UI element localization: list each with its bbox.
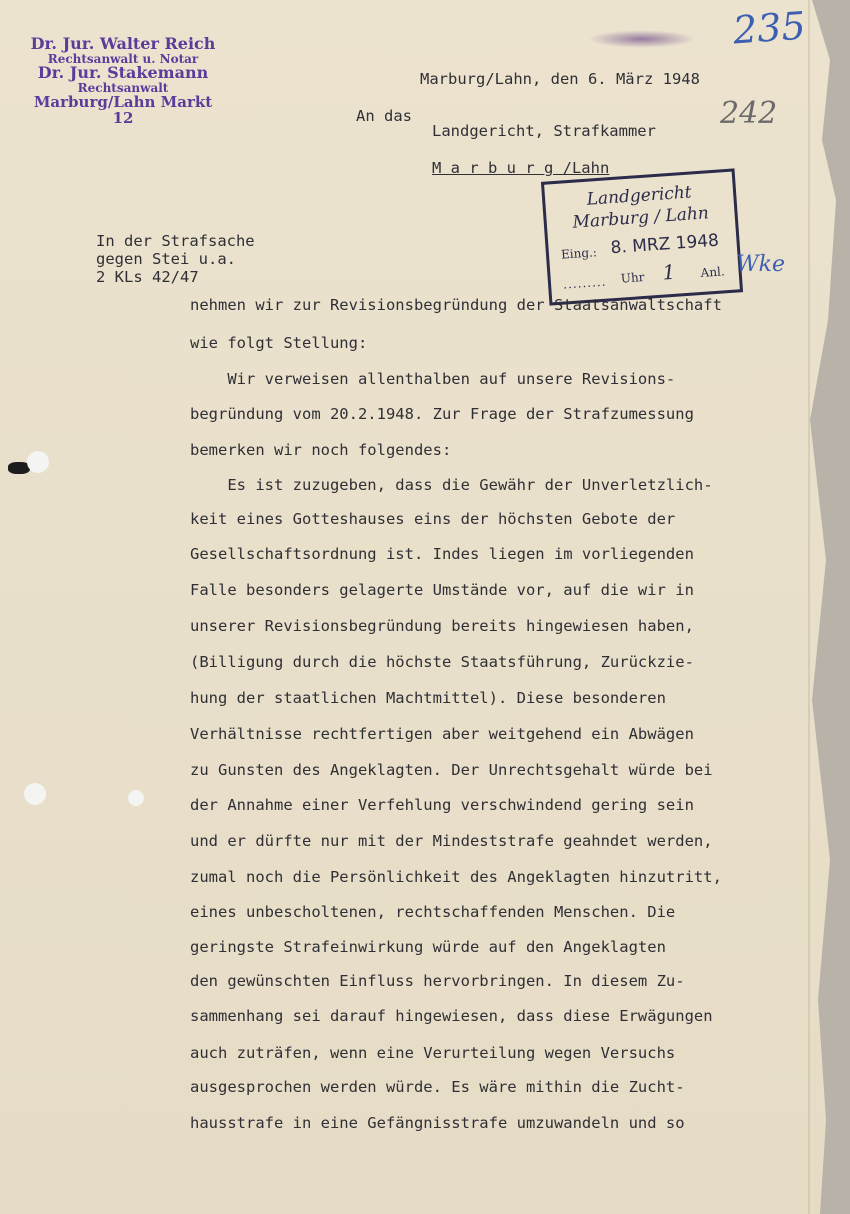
body-line: Verhältnisse rechtfertigen aber weitgehend ein Abwägen [190,725,694,743]
received-stamp-attachment-count: 1 [661,259,677,285]
addressee-city: M a r b u r g /Lahn [432,159,610,177]
stamp-line-2: Rechtsanwalt u. Notar [47,51,199,66]
body-line: hausstrafe in eine Gefängnisstrafe umzuwandeln und so [190,1114,685,1132]
body-line: bemerken wir noch folgendes: [190,441,452,459]
handwritten-page-number: 235 [731,3,807,53]
body-line: begründung vom 20.2.1948. Zur Frage der Strafzumessung [190,405,694,423]
body-line: unserer Revisionsbegründung bereits hingewiesen haben, [190,617,694,635]
body-line: hung der staatlichen Machtmittel). Diese besonderen [190,689,666,707]
handwritten-blue-mark: Wke [736,252,785,277]
received-stamp [541,168,743,305]
case-reference-line-1: In der Strafsache [96,232,255,250]
body-line: Es ist zuzugeben, dass die Gewähr der Unverletzlich- [190,476,713,494]
received-stamp-title: Landgericht [586,182,693,210]
body-line: den gewünschten Einfluss hervorbringen. In diesem Zu- [190,972,685,990]
received-stamp-uhr-label: Uhr [620,269,645,286]
body-line: (Billigung durch die höchste Staatsführung, Zurückzie- [190,653,694,671]
body-line: Falle besonders gelagerte Umstände vor, auf die wir in [190,581,694,599]
case-reference-line-2: gegen Stei u.a. [96,250,236,268]
body-line: nehmen wir zur Revisionsbegründung der Staatsanwaltschaft [190,296,722,314]
body-line: eines unbescholtenen, rechtschaffenden Menschen. Die [190,903,676,921]
body-line: Wir verweisen allenthalben auf unsere Revisions- [190,370,676,388]
body-line: Gesellschaftsordnung ist. Indes liegen im vorliegenden [190,545,694,563]
case-reference-line-3: 2 KLs 42/47 [96,268,199,286]
received-stamp-date: 8. MRZ 1948 [610,230,720,259]
stamp-line-5: Marburg/Lahn Markt 12 [33,92,213,127]
body-line: sammenhang sei darauf hingewiesen, dass diese Erwägungen [190,1007,713,1025]
page-crease [808,0,810,1214]
body-line: zu Gunsten des Angeklagten. Der Unrechtsgehalt würde bei [190,761,713,779]
punch-hole [27,451,49,473]
body-line: der Annahme einer Verfehlung verschwindend gering sein [190,796,694,814]
stamp-line-1: Dr. Jur. Walter Reich [30,34,216,53]
body-line: und er dürfte nur mit der Mindeststrafe geahndet werden, [190,832,713,850]
received-stamp-anl-label: Anl. [700,264,726,280]
date-line: Marburg/Lahn, den 6. März 1948 [420,70,700,88]
stamp-line-4: Rechtsanwalt [77,81,169,96]
stamp-line-3: Dr. Jur. Stakemann [37,63,209,83]
punch-hole [128,790,144,806]
body-line: zumal noch die Persönlichkeit des Angeklagten hinzutritt, [190,868,722,886]
addressee-court: Landgericht, Strafkammer [432,122,656,140]
body-line: ausgesprochen werden würde. Es wäre mithin die Zucht- [190,1078,685,1096]
received-stamp-place: Marburg / Lahn [571,203,710,233]
body-line: auch zuträfen, wenn eine Verurteilung wegen Versuchs [190,1044,676,1062]
body-line: wie folgt Stellung: [190,334,368,352]
received-stamp-dotted-line: ......... [562,274,607,292]
ink-smudge [588,30,696,48]
punch-hole [24,783,46,805]
pencil-folio-number: 242 [720,96,778,131]
received-stamp-ein-label: Eing.: [560,245,598,262]
lawyer-letterhead-stamp [28,36,218,126]
addressee-prefix: An das [356,107,412,125]
body-line: keit eines Gotteshauses eins der höchsten Gebote der [190,510,676,528]
body-line: geringste Strafeinwirkung würde auf den Angeklagten [190,938,666,956]
